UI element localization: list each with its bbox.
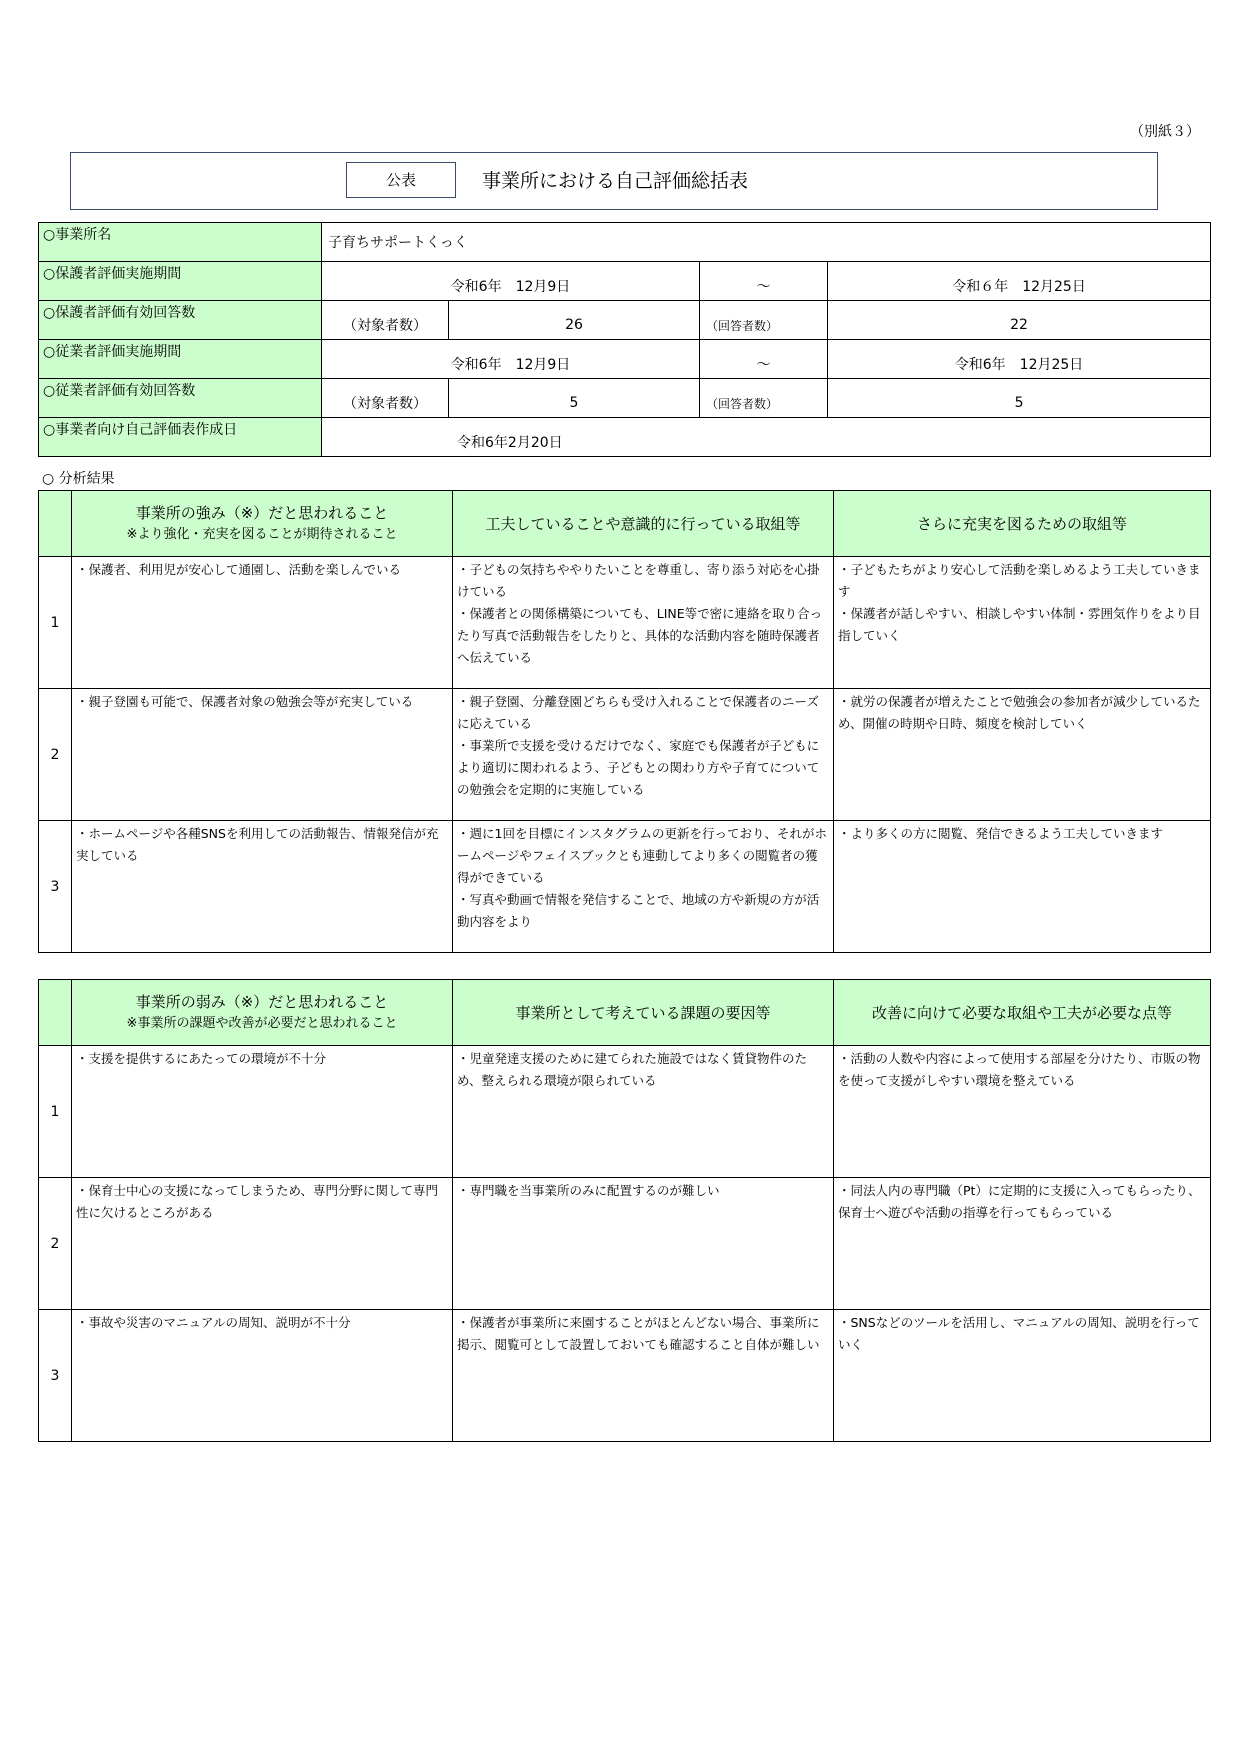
row-number: 1: [39, 557, 72, 689]
number-header: [39, 491, 72, 557]
weaknesses-col1-title: 事業所の弱み（※）だと思われること: [135, 992, 389, 1011]
weaknesses-col3-header: 改善に向けて必要な取組や工夫が必要な点等: [834, 980, 1211, 1046]
facility-info-table: [38, 222, 1211, 457]
row-number: 2: [39, 1178, 72, 1310]
weakness-cell: ・支援を提供するにあたっての環境が不十分: [72, 1046, 453, 1178]
improvement-cell: ・就労の保護者が増えたことで勉強会の参加者が減少しているため、開催の時期や日時、頻度を検討していく: [834, 689, 1211, 821]
weaknesses-col2-header: 事業所として考えている課題の要因等: [453, 980, 834, 1046]
strength-cell: ・親子登園も可能で、保護者対象の勉強会等が充実している: [72, 689, 453, 821]
staff-period-tilde: ～: [700, 340, 828, 379]
number-header: [39, 980, 72, 1046]
guardian-target-count: 26: [449, 301, 700, 340]
strength-cell: ・ホームページや各種SNSを利用しての活動報告、情報発信が充実している: [72, 821, 453, 953]
staff-period-label: ○従業者評価実施期間: [39, 340, 322, 379]
action-cell: ・活動の人数や内容によって使用する部屋を分けたり、市販の物を使って支援がしやすい環境を整えている: [834, 1046, 1211, 1178]
created-date-label: ○事業者向け自己評価表作成日: [39, 418, 322, 457]
guardian-respondent-label: （回答者数）: [700, 301, 828, 340]
effort-cell: ・親子登園、分離登園どちらも受け入れることで保護者のニーズに応えている ・事業所で支援を受けるだけでなく、家庭でも保護者が子どもにより適切に関われるよう、子どもとの関わり方や子育てについての勉強会を定期的に実施している: [453, 689, 834, 821]
strengths-col2-header: 工夫していることや意識的に行っている取組等: [453, 491, 834, 557]
strengths-col1-header: [72, 491, 453, 557]
attachment-label: （別紙３）: [1130, 124, 1200, 140]
cause-cell: ・児童発達支援のために建てられた施設ではなく賃貸物件のため、整えられる環境が限られている: [453, 1046, 834, 1178]
row-number: 2: [39, 689, 72, 821]
cause-cell: ・専門職を当事業所のみに配置するのが難しい: [453, 1178, 834, 1310]
guardian-period-start: 令和6年 12月9日: [322, 262, 700, 301]
effort-cell: ・週に1回を目標にインスタグラムの更新を行っており、それがホームページやフェイスブックとも連動してより多くの閲覧者の獲得ができている ・写真や動画で情報を発信することで、地域の方や新規の方が活動内容をより: [453, 821, 834, 953]
guardian-responses-label: ○保護者評価有効回答数: [39, 301, 322, 340]
improvement-cell: ・子どもたちがより安心して活動を楽しめるよう工夫していきます ・保護者が話しやすい、相談しやすい体制・雰囲気作りをより目指していく: [834, 557, 1211, 689]
guardian-target-label: （対象者数）: [322, 301, 449, 340]
row-number: 1: [39, 1046, 72, 1178]
strengths-table: [38, 490, 1211, 953]
row-number: 3: [39, 1310, 72, 1442]
cause-cell: ・保護者が事業所に来園することがほとんどない場合、事業所に掲示、閲覧可として設置しておいても確認すること自体が難しい: [453, 1310, 834, 1442]
table-row: [39, 821, 1211, 953]
table-row: [39, 1310, 1211, 1442]
strengths-col1-title: 事業所の強み（※）だと思われること: [135, 503, 389, 522]
created-date-value: 令和6年2月20日: [322, 418, 1211, 457]
page-title: 事業所における自己評価総括表: [482, 170, 749, 192]
table-row: [39, 557, 1211, 689]
weaknesses-col1-header: [72, 980, 453, 1046]
staff-target-label: （対象者数）: [322, 379, 449, 418]
staff-responses-label: ○従業者評価有効回答数: [39, 379, 322, 418]
row-number: 3: [39, 821, 72, 953]
action-cell: ・SNSなどのツールを活用し、マニュアルの周知、説明を行っていく: [834, 1310, 1211, 1442]
improvement-cell: ・より多くの方に閲覧、発信できるよう工夫していきます: [834, 821, 1211, 953]
analysis-heading: ○ 分析結果: [42, 471, 115, 487]
facility-name-label: ○事業所名: [39, 223, 322, 262]
guardian-period-label: ○保護者評価実施期間: [39, 262, 322, 301]
staff-period-start: 令和6年 12月9日: [322, 340, 700, 379]
weaknesses-table: [38, 979, 1211, 1442]
weaknesses-col1-subtitle: ※事業所の課題や改善が必要だと思われること: [126, 1015, 398, 1031]
guardian-respondent-count: 22: [828, 301, 1211, 340]
weakness-cell: ・事故や災害のマニュアルの周知、説明が不十分: [72, 1310, 453, 1442]
staff-period-end: 令和6年 12月25日: [828, 340, 1211, 379]
table-row: [39, 1046, 1211, 1178]
strengths-col1-subtitle: ※より強化・充実を図ることが期待されること: [126, 526, 398, 542]
staff-respondent-count: 5: [828, 379, 1211, 418]
staff-respondent-label: （回答者数）: [700, 379, 828, 418]
strengths-col3-header: さらに充実を図るための取組等: [834, 491, 1211, 557]
table-row: [39, 1178, 1211, 1310]
table-row: [39, 689, 1211, 821]
staff-target-count: 5: [449, 379, 700, 418]
effort-cell: ・子どもの気持ちややりたいことを尊重し、寄り添う対応を心掛けている ・保護者との関係構築についても、LINE等で密に連絡を取り合ったり写真で活動報告をしたりと、具体的な活動内容を随時保護者へ伝えている: [453, 557, 834, 689]
guardian-period-tilde: ～: [700, 262, 828, 301]
publication-badge: 公表: [346, 162, 456, 198]
guardian-period-end: 令和６年 12月25日: [828, 262, 1211, 301]
weakness-cell: ・保育士中心の支援になってしまうため、専門分野に関して専門性に欠けるところがある: [72, 1178, 453, 1310]
action-cell: ・同法人内の専門職（Pt）に定期的に支援に入ってもらったり、保育士へ遊びや活動の指導を行ってもらっている: [834, 1178, 1211, 1310]
strength-cell: ・保護者、利用児が安心して通園し、活動を楽しんでいる: [72, 557, 453, 689]
facility-name-value: 子育ちサポートくっく: [322, 223, 1211, 262]
